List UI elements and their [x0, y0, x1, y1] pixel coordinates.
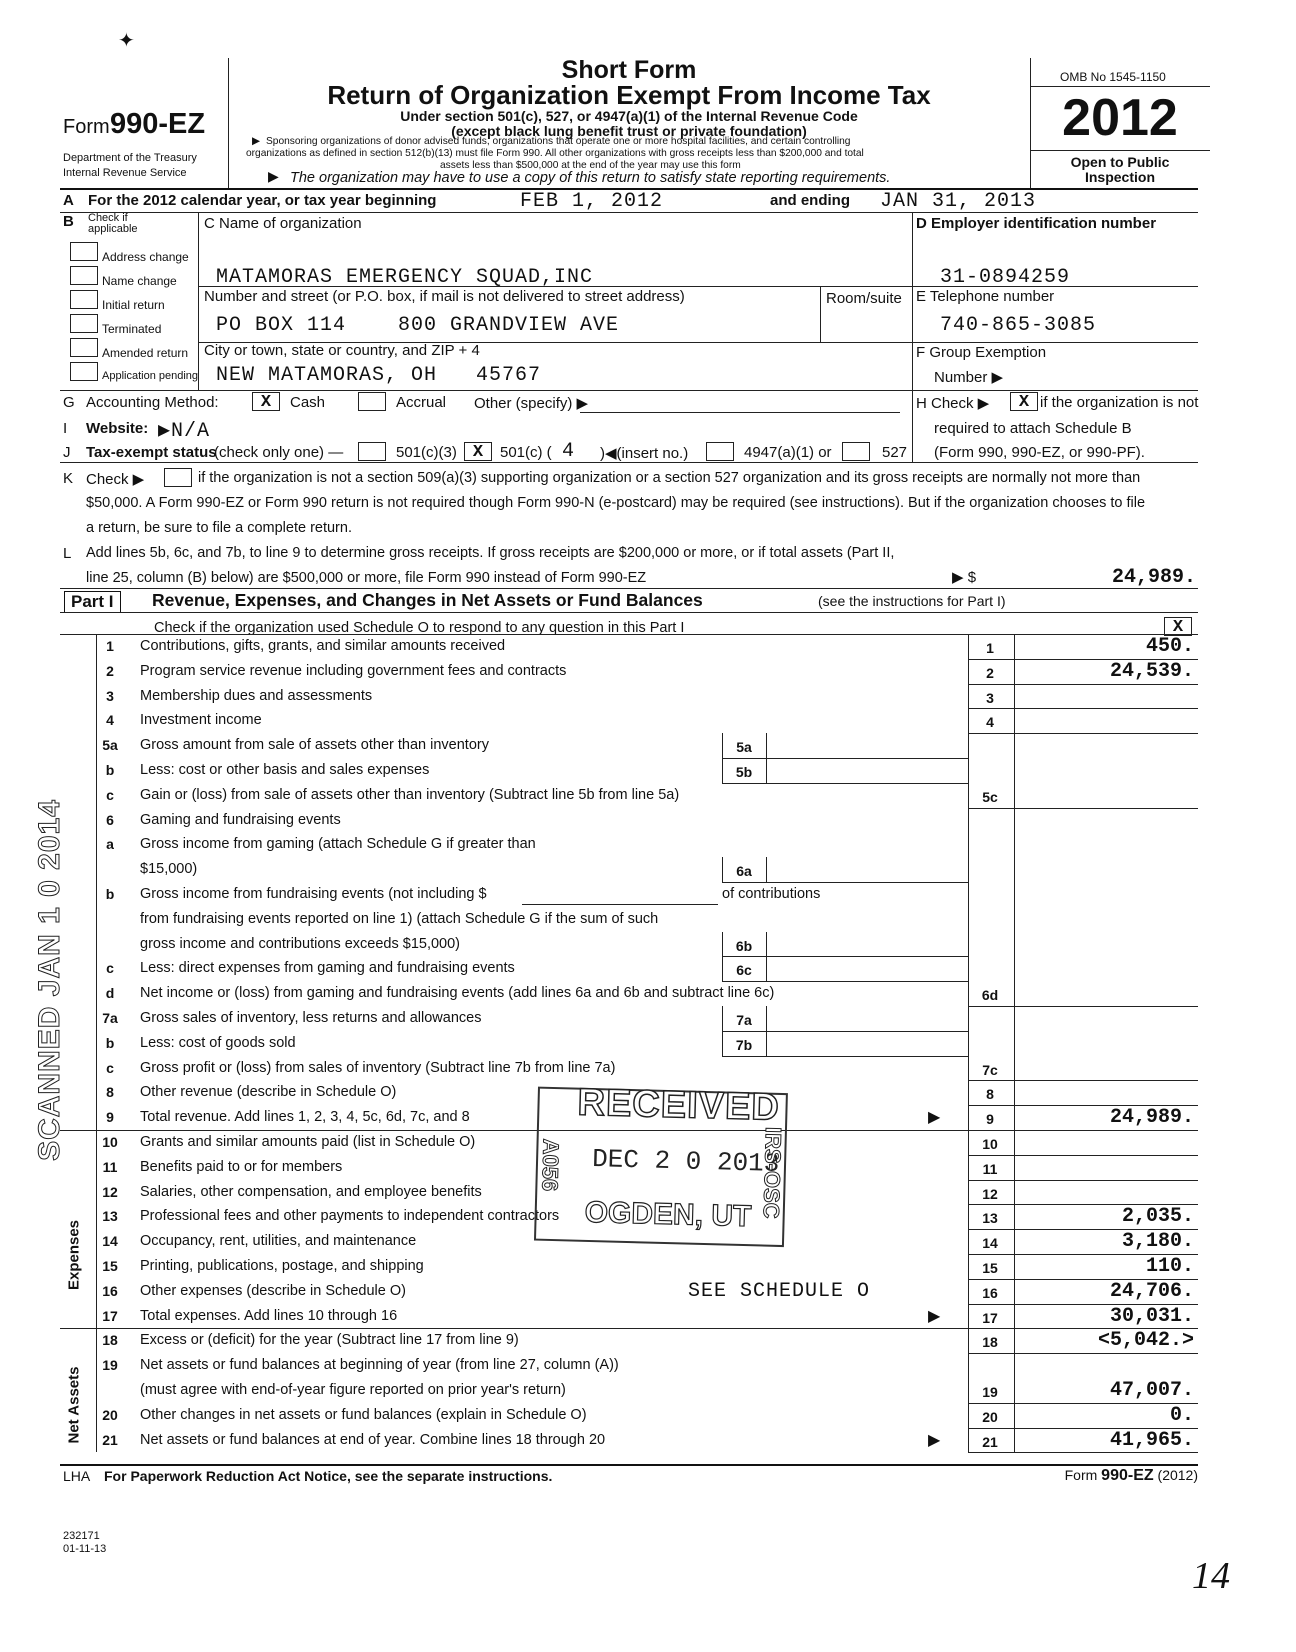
box-label: 16	[982, 1284, 998, 1301]
line-number: 7a	[102, 1010, 118, 1026]
h-check-text: if the organization is not	[1040, 394, 1199, 411]
line-number: 20	[102, 1406, 118, 1423]
box-label: 7c	[982, 1061, 998, 1078]
line-number: 12	[102, 1183, 118, 1200]
amended-return-checkbox[interactable]	[70, 338, 98, 357]
527-checkbox[interactable]	[842, 442, 870, 461]
total-arrow-icon: ▶	[928, 1307, 941, 1325]
cash-label: Cash	[290, 394, 326, 411]
tax-exempt-label: Tax-exempt status	[86, 444, 217, 461]
line-number: 4	[106, 712, 114, 729]
sub-line-label: 6c	[736, 962, 752, 979]
dept-line2: Internal Revenue Service	[63, 167, 187, 179]
group-exemption-number-label: Number ▶	[934, 369, 1004, 386]
line-17-amount[interactable]: 30,031.	[1109, 1304, 1194, 1328]
line-description: Gaming and fundraising events	[140, 811, 341, 828]
schedule-o-text: Check if the organization used Schedule O to respond to any question in this Part I	[154, 620, 685, 636]
part1-title-note: (see the instructions for Part I)	[818, 593, 1006, 609]
k-line2: $50,000. A Form 990-EZ or Form 990 return is not required though Form 990-N (e-postcard) may be required (see instructions). But if the organization chooses to file	[86, 495, 1146, 511]
501c-insert-number[interactable]: 4	[562, 440, 576, 463]
header-mark: ✦	[118, 30, 135, 52]
line-number: 2	[106, 662, 114, 679]
dept-line1: Department of the Treasury	[63, 152, 197, 164]
line-description: Other expenses (describe in Schedule O)	[140, 1282, 406, 1299]
sub-line-label: 5b	[735, 764, 753, 780]
501c3-label: 501(c)(3)	[396, 444, 457, 461]
line-21-amount[interactable]: 41,965.	[1109, 1428, 1194, 1452]
line-number: c	[106, 786, 114, 803]
line-number: 10	[102, 1134, 118, 1150]
501c3-checkbox[interactable]	[358, 442, 386, 461]
sub-line-amount-field[interactable]	[768, 758, 966, 781]
line-number: 18	[102, 1332, 118, 1349]
scanned-stamp: SCANNED JAN 1 0 2014	[33, 799, 66, 1161]
h-line2: required to attach Schedule B	[934, 420, 1132, 437]
box-label: 8	[986, 1086, 994, 1103]
footer-code2: 01-11-13	[63, 1543, 107, 1555]
line-number: 5a	[102, 737, 118, 754]
line-20-amount[interactable]: 0.	[1169, 1403, 1194, 1427]
other-specify-label: Other (specify) ▶	[474, 395, 589, 412]
l-arrow: ▶ $	[952, 569, 977, 586]
total-arrow-icon: ▶	[928, 1431, 941, 1449]
501c-checkbox[interactable]: X	[464, 442, 492, 461]
sponsor-arrow-icon: ▶	[252, 135, 261, 147]
line-number: b	[105, 1034, 115, 1051]
k-check-label: Check ▶	[86, 471, 145, 488]
box-label: 13	[982, 1210, 998, 1227]
line-number: 13	[102, 1208, 118, 1225]
side-label-net-assets: Net Assets	[65, 1366, 83, 1444]
line-description-suffix: of contributions	[722, 886, 821, 902]
insert-no-label: )◀(insert no.)	[600, 445, 689, 462]
line-description: Contributions, gifts, grants, and similar amounts received	[140, 638, 506, 654]
tax-year: 2012	[1062, 89, 1178, 147]
received-date: DEC 2 0 2013	[591, 1144, 780, 1179]
box-label: 10	[982, 1136, 998, 1152]
line-description: Less: cost or other basis and sales expenses	[140, 762, 430, 778]
line-description: Salaries, other compensation, and employee benefits	[140, 1183, 482, 1200]
line-number: 9	[106, 1109, 114, 1126]
line-description: Excess or (deficit) for the year (Subtract line 17 from line 9)	[140, 1332, 519, 1349]
sponsor-line3: assets less than $500,000 at the end of the year may use this form	[440, 160, 741, 171]
org-name[interactable]: MATAMORAS EMERGENCY SQUAD,INC	[216, 266, 594, 289]
terminated-label: Terminated	[102, 322, 162, 336]
stamp-city: OGDEN, UT	[584, 1195, 752, 1234]
line-number: c	[106, 1059, 114, 1076]
state-arrow-icon: ▶	[268, 168, 279, 184]
phone-value[interactable]: 740-865-3085	[940, 314, 1097, 337]
part1-label: Part I	[64, 591, 121, 613]
box-label: 18	[982, 1334, 998, 1351]
line-description: Program service revenue including government fees and contracts	[140, 662, 567, 679]
group-exemption-label: F Group Exemption	[916, 344, 1047, 361]
lha-label: LHA	[63, 1468, 91, 1484]
amended-return-label: Amended return	[102, 346, 189, 360]
sub-line-amount-field[interactable]	[768, 857, 966, 880]
application-pending-checkbox[interactable]	[70, 362, 98, 381]
room-suite-label: Room/suite	[826, 290, 902, 307]
check-only-label: (check only one) —	[214, 444, 344, 461]
website-label: Website:	[86, 420, 149, 437]
l-line1: Add lines 5b, 6c, and 7b, to line 9 to determine gross receipts. If gross receipts are $200,000 or more, or if total assets (Part II,	[86, 545, 895, 561]
line-description: gross income and contributions exceeds $15,000)	[140, 935, 460, 952]
sub-line-amount-field[interactable]	[768, 1031, 966, 1054]
ein-label: D Employer identification number	[916, 215, 1157, 232]
subtitle-code: Under section 501(c), 527, or 4947(a)(1) of the Internal Revenue Code	[400, 108, 858, 124]
line-number: a	[106, 836, 114, 853]
line-2-amount[interactable]: 24,539.	[1109, 659, 1194, 683]
initial-return-checkbox[interactable]	[70, 290, 98, 309]
title-return: Return of Organization Exempt From Income Tax	[327, 80, 931, 110]
phone-label: E Telephone number	[916, 288, 1055, 305]
line-description: Occupancy, rent, utilities, and maintenance	[140, 1233, 417, 1250]
line-number: 16	[102, 1282, 118, 1299]
received-stamp	[534, 1077, 800, 1254]
box-label: 6d	[981, 987, 999, 1004]
title-short-form: Short Form	[561, 56, 697, 84]
open-public-1: Open to Public	[1070, 154, 1170, 170]
box-label: 12	[982, 1185, 998, 1202]
sponsor-line1: Sponsoring organizations of donor advised funds, organizations that operate one or more hospital facilities, and certain controlling	[266, 136, 851, 147]
stamp-right-code: IRS-OSC	[758, 1126, 787, 1219]
line-14-amount[interactable]: 3,180.	[1121, 1230, 1194, 1254]
schedule-o-reference: SEE SCHEDULE O	[688, 1279, 871, 1303]
line-description: Net assets or fund balances at end of year. Combine lines 18 through 20	[140, 1431, 606, 1448]
line-19-amount[interactable]: 47,007.	[1109, 1379, 1194, 1402]
schedule-o-checkbox[interactable]: X	[1164, 617, 1192, 636]
side-label-expenses: Expenses	[65, 1219, 83, 1291]
sub-line-amount-field[interactable]	[768, 932, 966, 955]
open-public-2: Inspection	[1084, 169, 1155, 185]
ein-value[interactable]: 31-0894259	[940, 266, 1071, 289]
initial-return-label: Initial return	[102, 298, 165, 312]
name-change-label: Name change	[102, 274, 177, 288]
line-description: Printing, publications, postage, and shipping	[140, 1258, 424, 1274]
line-description: Gain or (loss) from sale of assets other than inventory (Subtract line 5b from line 5a)	[140, 786, 680, 803]
subtitle-except: (except black lung benefit trust or private foundation)	[451, 123, 807, 139]
line-13-amount[interactable]: 2,035.	[1121, 1205, 1194, 1229]
org-name-label: C Name of organization	[204, 215, 362, 232]
accrual-checkbox[interactable]	[358, 392, 386, 411]
box-label: 1	[986, 640, 994, 656]
box-label: 9	[986, 1111, 994, 1128]
street-address[interactable]: PO BOX 114 800 GRANDVIEW AVE	[216, 314, 620, 337]
sub-line-amount-field[interactable]	[768, 1006, 966, 1029]
cash-checkbox[interactable]: X	[252, 392, 280, 411]
box-label: 21	[982, 1433, 998, 1450]
line-number: 17	[102, 1307, 118, 1324]
line-description: Investment income	[140, 712, 262, 729]
line-description: Membership dues and assessments	[140, 687, 373, 704]
line-description: Net income or (loss) from gaming and fundraising events (add lines 6a and 6b and subtract line 6c)	[140, 985, 775, 1002]
line-description: Other revenue (describe in Schedule O)	[140, 1084, 397, 1101]
line-15-amount[interactable]: 110.	[1145, 1255, 1194, 1278]
line-number: 19	[102, 1357, 118, 1374]
city-state-zip[interactable]: NEW MATAMORAS, OH 45767	[216, 364, 542, 387]
schedule-b-checkbox[interactable]: X	[1010, 392, 1038, 411]
website-value[interactable]: ▶N/A	[158, 420, 211, 443]
check-applicable-label: Check if applicable	[88, 212, 138, 235]
box-label: 20	[982, 1408, 998, 1425]
line-number: 21	[102, 1431, 118, 1448]
state-requirement: The organization may have to use a copy of this return to satisfy state reporting requirements.	[290, 170, 891, 186]
sub-line-label: 5a	[736, 739, 752, 756]
box-label: 11	[982, 1160, 998, 1177]
line-9-amount[interactable]: 24,989.	[1109, 1106, 1194, 1130]
footer-form-ref: Form 990-EZ (2012)	[1064, 1467, 1198, 1484]
sub-line-amount-field[interactable]	[768, 733, 966, 756]
box-label: 14	[982, 1235, 998, 1252]
page-handwritten-number: 14	[1192, 1555, 1230, 1597]
line-number: 6	[106, 811, 114, 828]
application-pending-label: Application pending	[102, 370, 199, 382]
line-description: $15,000)	[140, 861, 198, 878]
sub-line-label: 7b	[735, 1036, 753, 1053]
l-line2: line 25, column (B) below) are $500,000 or more, file Form 990 instead of Form 990-EZ	[86, 570, 647, 586]
box-label: 5c	[982, 788, 998, 805]
h-check-label: H Check ▶	[916, 395, 990, 412]
received-text: RECEIVED	[577, 1081, 781, 1129]
address-change-checkbox[interactable]	[70, 242, 98, 261]
form-number: 990-EZ	[110, 108, 206, 140]
h-line3: (Form 990, 990-EZ, or 990-PF).	[934, 444, 1145, 461]
line-18-amount[interactable]: <5,042.>	[1097, 1329, 1194, 1353]
sub-line-label: 7a	[736, 1012, 752, 1028]
sub-line-label: 6b	[735, 937, 753, 954]
city-label: City or town, state or country, and ZIP + 4	[204, 342, 480, 359]
line-description: Gross income from gaming (attach Schedule G if greater than	[140, 836, 536, 853]
gross-receipts-amount[interactable]: 24,989.	[1111, 566, 1196, 589]
line-description: Gross sales of inventory, less returns and allowances	[140, 1010, 482, 1026]
accounting-method-label: Accounting Method:	[86, 394, 219, 411]
paperwork-notice: For Paperwork Reduction Act Notice, see the separate instructions.	[104, 1468, 553, 1484]
terminated-checkbox[interactable]	[70, 314, 98, 333]
sub-line-label: 6a	[736, 863, 752, 880]
line-description: Gross amount from sale of assets other than inventory	[140, 737, 489, 754]
4947-label: 4947(a)(1) or	[744, 444, 832, 461]
line-description: Grants and similar amounts paid (list in Schedule O)	[140, 1134, 476, 1150]
line-16-amount[interactable]: 24,706.	[1109, 1279, 1194, 1303]
line-description: Professional fees and other payments to independent contractors	[140, 1208, 560, 1225]
line-description: Gross profit or (loss) from sales of inventory (Subtract line 7b from line 7a)	[140, 1059, 616, 1076]
line-number: 3	[106, 687, 114, 704]
omb-number: OMB No 1545-1150	[1060, 70, 1166, 84]
4947-checkbox[interactable]	[706, 442, 734, 461]
name-change-checkbox[interactable]	[70, 266, 98, 285]
box-label: 4	[986, 714, 994, 731]
k-checkbox[interactable]	[164, 468, 192, 487]
part1-title: Revenue, Expenses, and Changes in Net Assets or Fund Balances	[152, 590, 703, 610]
footer-code1: 232171	[63, 1530, 100, 1542]
line-description: Benefits paid to or for members	[140, 1158, 343, 1175]
sub-line-amount-field[interactable]	[768, 956, 966, 979]
box-label: 19	[982, 1384, 998, 1400]
line-number: 8	[106, 1084, 114, 1101]
527-label: 527	[882, 444, 908, 461]
501c-label: 501(c) (	[500, 444, 552, 461]
line-number: b	[105, 762, 115, 778]
form-label: Form	[63, 116, 110, 138]
line-description: Net assets or fund balances at beginning of year (from line 27, column (A))	[140, 1357, 619, 1374]
line-number: b	[105, 886, 115, 902]
line-number: 11	[102, 1158, 118, 1175]
line-description: Total revenue. Add lines 1, 2, 3, 4, 5c, 6d, 7c, and 8	[140, 1109, 470, 1126]
box-label: 2	[986, 664, 994, 681]
tax-year-end[interactable]: JAN 31, 2013	[880, 190, 1037, 213]
line-number: c	[106, 960, 114, 977]
line-description: Less: cost of goods sold	[140, 1034, 296, 1051]
tax-year-begin[interactable]: FEB 1, 2012	[520, 190, 664, 213]
accrual-label: Accrual	[396, 394, 447, 411]
stamp-left-code: A056	[537, 1138, 564, 1192]
line-description: from fundraising events reported on line 1) (attach Schedule G if the sum of such	[140, 910, 659, 927]
k-line1: if the organization is not a section 509(a)(3) supporting organization or a section 527 organization and its gross receipts are normally not more than	[198, 470, 1141, 486]
line-number: 14	[102, 1233, 118, 1250]
line-a-text: For the 2012 calendar year, or tax year beginning	[88, 192, 437, 209]
total-arrow-icon: ▶	[928, 1109, 941, 1127]
line-number: d	[105, 985, 115, 1002]
line-description: (must agree with end-of-year figure reported on prior year's return)	[140, 1382, 566, 1398]
k-line3: a return, be sure to file a complete return.	[86, 520, 352, 536]
line-description: Other changes in net assets or fund balances (explain in Schedule O)	[140, 1406, 587, 1423]
box-label: 17	[982, 1309, 998, 1326]
line-number: 15	[102, 1258, 118, 1274]
box-label: 15	[982, 1260, 998, 1276]
street-label: Number and street (or P.O. box, if mail is not delivered to street address)	[204, 288, 685, 305]
line-1-amount[interactable]: 450.	[1145, 635, 1194, 658]
address-change-label: Address change	[102, 250, 189, 264]
line-description: Total expenses. Add lines 10 through 16	[140, 1307, 398, 1324]
and-ending-label: and ending	[770, 192, 850, 209]
sponsor-line2: organizations as defined in section 512(b)(13) must file Form 990. All other organizations with gross receipts less than $200,000 and total	[246, 148, 864, 159]
line-description: Gross income from fundraising events (not including $	[140, 886, 487, 902]
line-description: Less: direct expenses from gaming and fundraising events	[140, 960, 515, 977]
line-number: 1	[106, 638, 114, 654]
box-label: 3	[986, 689, 994, 706]
